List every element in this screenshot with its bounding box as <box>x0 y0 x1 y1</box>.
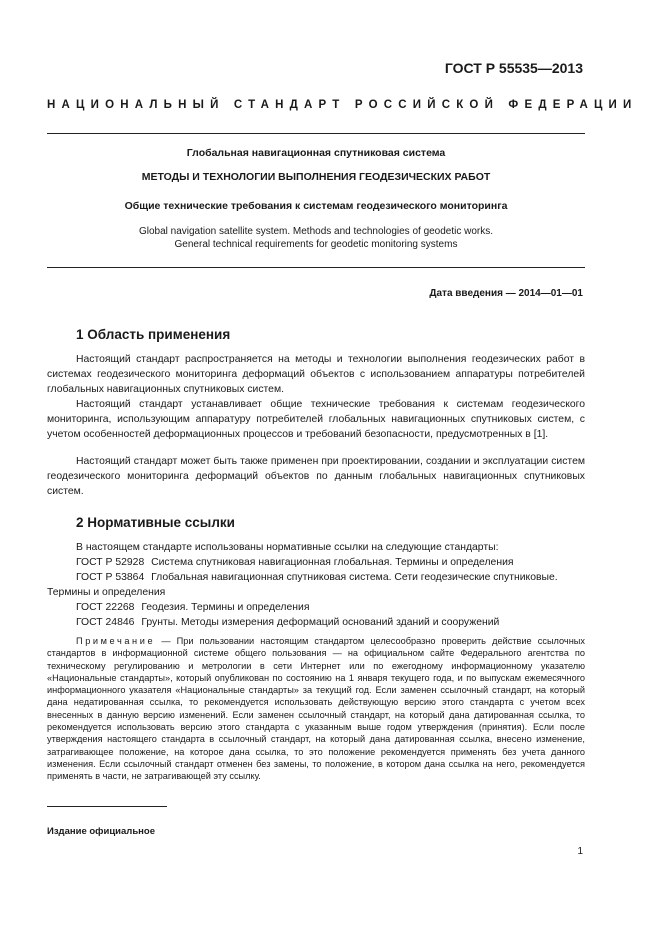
reference-title: Геодезия. Термины и определения <box>141 602 310 613</box>
title-line-2: МЕТОДЫ И ТЕХНОЛОГИИ ВЫПОЛНЕНИЯ ГЕОДЕЗИЧЕСКИХ РАБОТ <box>141 171 491 183</box>
divider-bottom <box>47 267 585 268</box>
english-title-line-1: Global navigation satellite system. Methods and technologies of geodetic works. <box>138 226 494 237</box>
reference-code: ГОСТ 22268 <box>76 602 135 613</box>
english-title-line-2: General technical requirements for geodetic monitoring systems <box>174 238 458 250</box>
references-intro: В настоящем стандарте использованы нормативные ссылки на следующие стандарты: <box>76 542 499 553</box>
reference-item <box>47 555 585 570</box>
official-edition-label: Издание официальное <box>47 826 155 837</box>
reference-title: Система спутниковая навигационная глобальная. Термины и определения <box>151 557 514 568</box>
gost-code: ГОСТ Р 55535—2013 <box>444 60 583 76</box>
reference-title: Грунты. Методы измерения деформаций оснований зданий и сооружений <box>141 617 500 628</box>
english-title <box>47 226 585 251</box>
reference-code: ГОСТ 24846 <box>76 617 135 628</box>
reference-title: Глобальная навигационная спутниковая система. Сети геодезические спутниковые. Термины и определения <box>47 572 558 599</box>
introduction-date: Дата введения — 2014—01—01 <box>429 288 583 299</box>
section-1-heading: 1 Область применения <box>76 327 231 342</box>
note-text: — При пользовании настоящим стандартом целесообразно проверить действие ссылочных стандартов в информационной системе общего пользования — на официальном сайте Федерального агентства по техническому регулированию и метрологии в сети Интернет или по ежегодному информационному указателю «Национальные стандарты», который опубликован по состоянию на 1 января текущего года, и по выпускам ежемесячного информационного указателя «Национальные стандарты» за текущий год. Если заменен ссылочный стандарт, на который дана недатированная ссылка, то рекомендуется использовать действующую версию этого стандарта с учетом всех внесенных в данную версию изменений. Если заменен ссылочный стандарт, на который дана датированная ссылка, то рекомендуется использовать версию этого стандарта с указанным выше годом утверждения (принятия). Если после утверждения настоящего стандарта в ссылочный стандарт, на который дана датированная ссылка, внесено изменение, затрагивающее положение, на которое дана ссылка, то это положение рекомендуется применять без учета данного изменения. Если ссылочный стандарт отменен без замены, то положение, в котором дана ссылка на него, рекомендуется применять в части, не затрагивающей эту ссылку. <box>47 636 585 782</box>
footer-divider <box>47 806 167 807</box>
section-2-heading: 2 Нормативные ссылки <box>76 515 235 530</box>
title-line-1: Глобальная навигационная спутниковая система <box>186 147 446 159</box>
title-line-3: Общие технические требования к системам геодезического мониторинга <box>124 200 508 212</box>
section-1-paragraph: Настоящий стандарт распространяется на методы и технологии выполнения геодезических работ в системах геодезического мониторинга деформаций объектов с использованием аппаратуры потребителей глобальных навигационных спутниковых систем. <box>47 354 585 396</box>
reference-item <box>47 600 585 615</box>
reference-item <box>47 570 585 600</box>
note-paragraph <box>47 635 585 783</box>
page-number: 1 <box>577 846 583 857</box>
reference-code: ГОСТ Р 53864 <box>76 572 145 583</box>
note-label: Примечание <box>76 636 156 646</box>
section-1-paragraph: Настоящий стандарт может быть также применен при проектировании, создании и эксплуатации систем геодезического мониторинга деформаций объектов по данным глобальных навигационных спутниковых систем. <box>47 456 585 498</box>
section-1-paragraph: Настоящий стандарт устанавливает общие технические требования к системам геодезического мониторинга, использующим аппаратуру потребителей глобальных навигационных спутниковых систем, с учетом особенностей деформационных процессов и требований безопасности, предусмотренных в [1]. <box>47 399 585 441</box>
reference-code: ГОСТ Р 52928 <box>76 557 145 568</box>
reference-item <box>47 615 585 630</box>
national-standard-heading: НАЦИОНАЛЬНЫЙ СТАНДАРТ РОССИЙСКОЙ ФЕДЕРАЦИИ <box>47 99 638 111</box>
divider-top <box>47 133 585 134</box>
